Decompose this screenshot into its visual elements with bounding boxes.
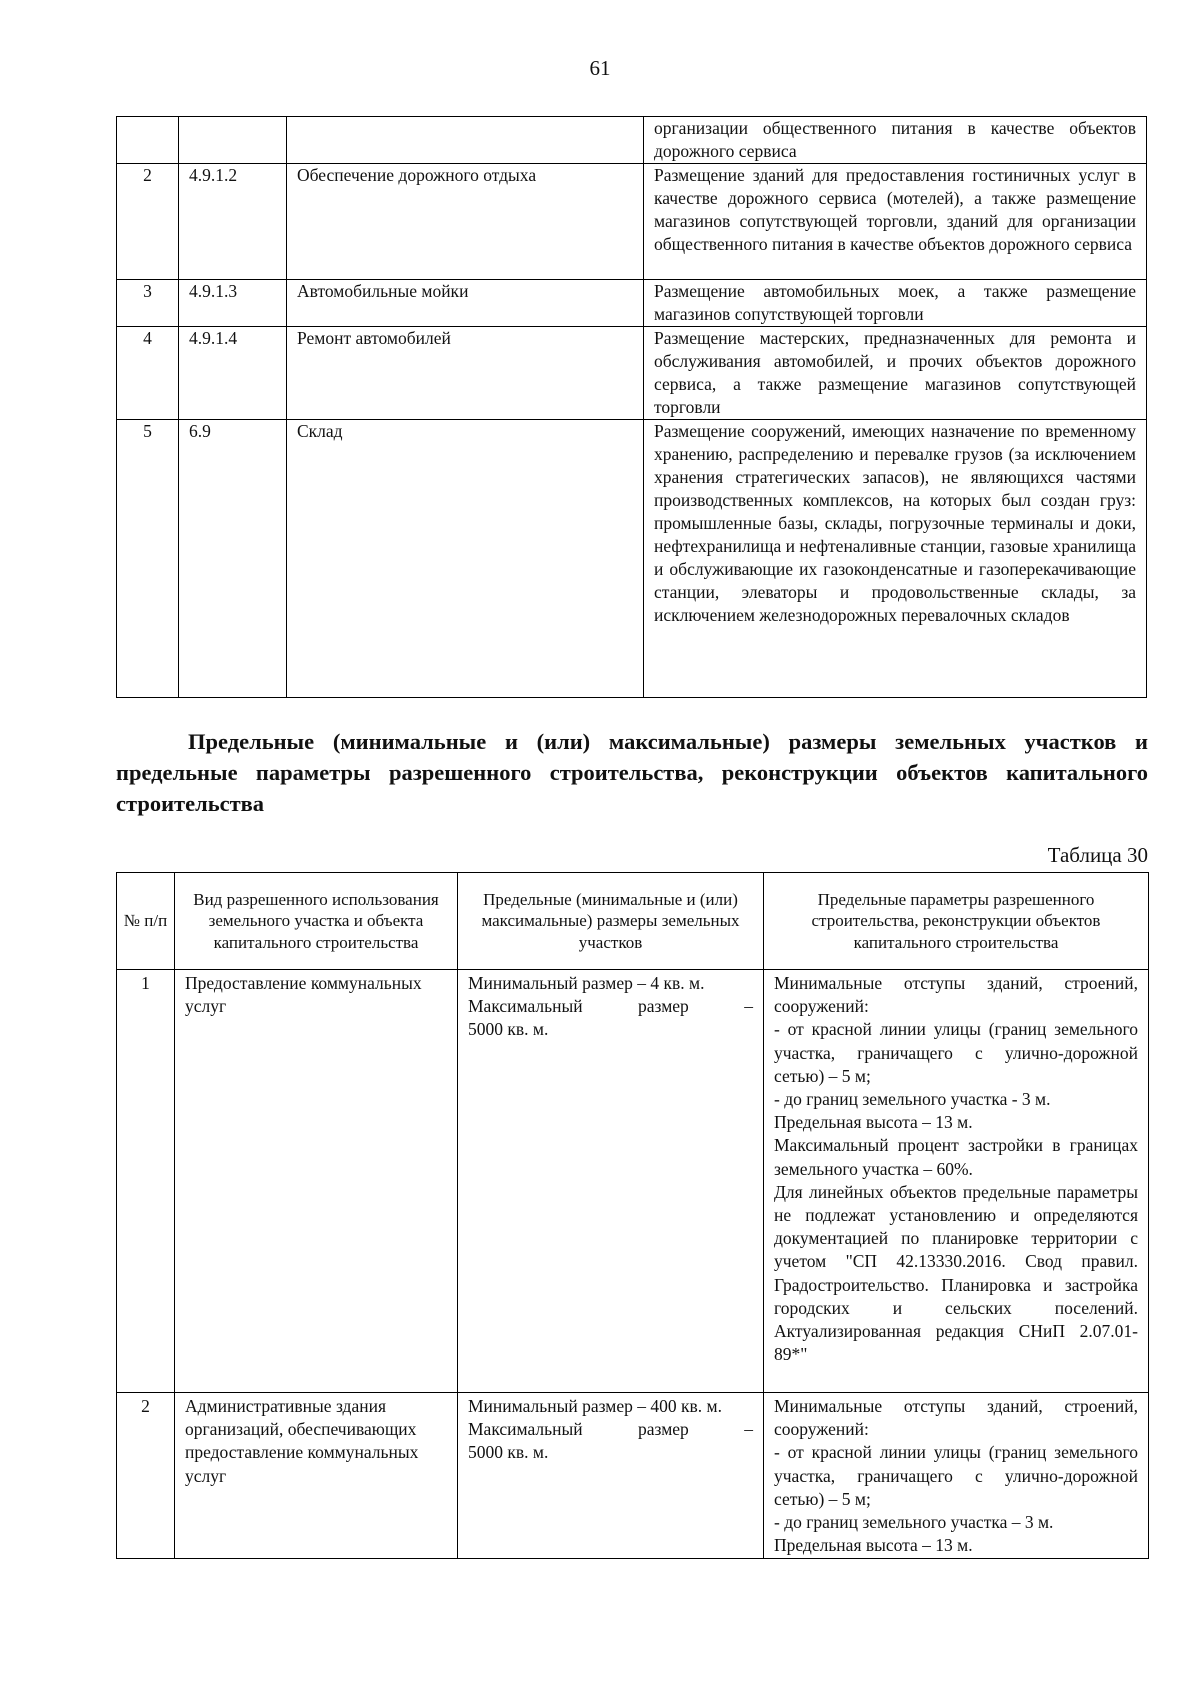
- param-line: Максимальный процент застройки в границах земельного участка – 60%.: [774, 1135, 1138, 1179]
- land-use-table-continuation: [116, 116, 1147, 698]
- section-heading: Предельные (минимальные и (или) максимальные) размеры земельных участков и предельные параметры разрешенного строительства, реконструкции объектов капитального строительства: [116, 729, 1148, 816]
- header-plot-size: Предельные (минимальные и (или) максимальные) размеры земельных участков: [458, 873, 764, 970]
- row-build-params: [764, 1393, 1149, 1559]
- row-number: 1: [117, 970, 175, 1393]
- row-plot-size: [458, 970, 764, 1393]
- param-line: Минимальные отступы зданий, строений, сооружений:: [774, 973, 1138, 1017]
- row-plot-size: [458, 1393, 764, 1559]
- table-row: [117, 420, 1147, 698]
- param-line: Для линейных объектов предельные параметры не подлежат установлению и определяются документацией по планировке территории с учетом "СП 42.13330.2016. Свод правил. Градостроительство. Планировка и застройка городских и сельских поселений. Актуализированная редакция СНиП 2.07.01-89*": [774, 1181, 1138, 1365]
- param-line: - до границ земельного участка – 3 м.: [774, 1512, 1054, 1533]
- header-use-type: Вид разрешенного использования земельного участка и объекта капитального строительства: [175, 873, 458, 970]
- param-line: Предельная высота – 13 м.: [774, 1535, 973, 1556]
- table-30: [116, 872, 1149, 1559]
- param-line: - от красной линии улицы (границ земельного участка, граничащего с улично-дорожной сетью) – 5 м;: [774, 1019, 1138, 1086]
- row-code: [179, 117, 287, 164]
- table-row: [117, 280, 1147, 327]
- row-number: [117, 117, 179, 164]
- size-max-label: Максимальный размер –: [468, 996, 753, 1017]
- table-row: [117, 327, 1147, 420]
- row-description: Размещение автомобильных моек, а также размещение магазинов сопутствующей торговли: [644, 280, 1147, 327]
- table-row: [117, 117, 1147, 164]
- row-description: Размещение зданий для предоставления гостиничных услуг в качестве дорожного сервиса (мотелей), а также размещение магазинов сопутствующей торговли, зданий для организации общественного питания в качестве объектов дорожного сервиса: [644, 164, 1147, 280]
- param-line: Предельная высота – 13 м.: [774, 1112, 973, 1133]
- row-code: 4.9.1.2: [179, 164, 287, 280]
- row-number: 2: [117, 1393, 175, 1559]
- row-number: 5: [117, 420, 179, 698]
- row-build-params: [764, 970, 1149, 1393]
- table-row: [117, 970, 1149, 1393]
- table-row: [117, 1393, 1149, 1559]
- param-line: - от красной линии улицы (границ земельного участка, граничащего с улично-дорожной сетью) – 5 м;: [774, 1442, 1138, 1509]
- header-build-params: Предельные параметры разрешенного строительства, реконструкции объектов капитального строительства: [764, 873, 1149, 970]
- table-row: [117, 164, 1147, 280]
- param-line: - до границ земельного участка - 3 м.: [774, 1089, 1051, 1110]
- size-min: Минимальный размер – 400 кв. м.: [468, 1396, 722, 1416]
- row-name: Обеспечение дорожного отдыха: [287, 164, 644, 280]
- row-name: Склад: [287, 420, 644, 698]
- table-caption: Таблица 30: [1047, 843, 1148, 867]
- row-number: 4: [117, 327, 179, 420]
- row-code: 4.9.1.4: [179, 327, 287, 420]
- row-number: 3: [117, 280, 179, 327]
- row-use-type: Предоставление коммунальных услуг: [175, 970, 458, 1393]
- row-number: 2: [117, 164, 179, 280]
- row-name: [287, 117, 644, 164]
- row-description: организации общественного питания в качестве объектов дорожного сервиса: [644, 117, 1147, 164]
- row-code: 4.9.1.3: [179, 280, 287, 327]
- size-max-value: 5000 кв. м.: [468, 1019, 549, 1040]
- size-max-value: 5000 кв. м.: [468, 1442, 549, 1463]
- page-number: 61: [589, 56, 611, 80]
- row-description: Размещение сооружений, имеющих назначение по временному хранению, распределению и перевалке грузов (за исключением хранения стратегических запасов), не являющихся частями производственных комплексов, на которых был создан груз: промышленные базы, склады, погрузочные терминалы и доки, нефтехранилища и нефтеналивные станции, газовые хранилища и обслуживающие их газоконденсатные и газоперекачивающие станции, элеваторы и продовольственные склады, за исключением железнодорожных перевалочных складов: [644, 420, 1147, 698]
- size-max-label: Максимальный размер –: [468, 1419, 753, 1440]
- row-name: Автомобильные мойки: [287, 280, 644, 327]
- row-code: 6.9: [179, 420, 287, 698]
- row-use-type: Административные здания организаций, обеспечивающих предоставление коммунальных услуг: [175, 1393, 458, 1559]
- size-min: Минимальный размер – 4 кв. м.: [468, 973, 705, 993]
- table-header-row: [117, 873, 1149, 970]
- param-line: Минимальные отступы зданий, строений, сооружений:: [774, 1396, 1138, 1440]
- header-number: № п/п: [117, 873, 175, 970]
- row-description: Размещение мастерских, предназначенных для ремонта и обслуживания автомобилей, и прочих объектов дорожного сервиса, а также размещение магазинов сопутствующей торговли: [644, 327, 1147, 420]
- row-name: Ремонт автомобилей: [287, 327, 644, 420]
